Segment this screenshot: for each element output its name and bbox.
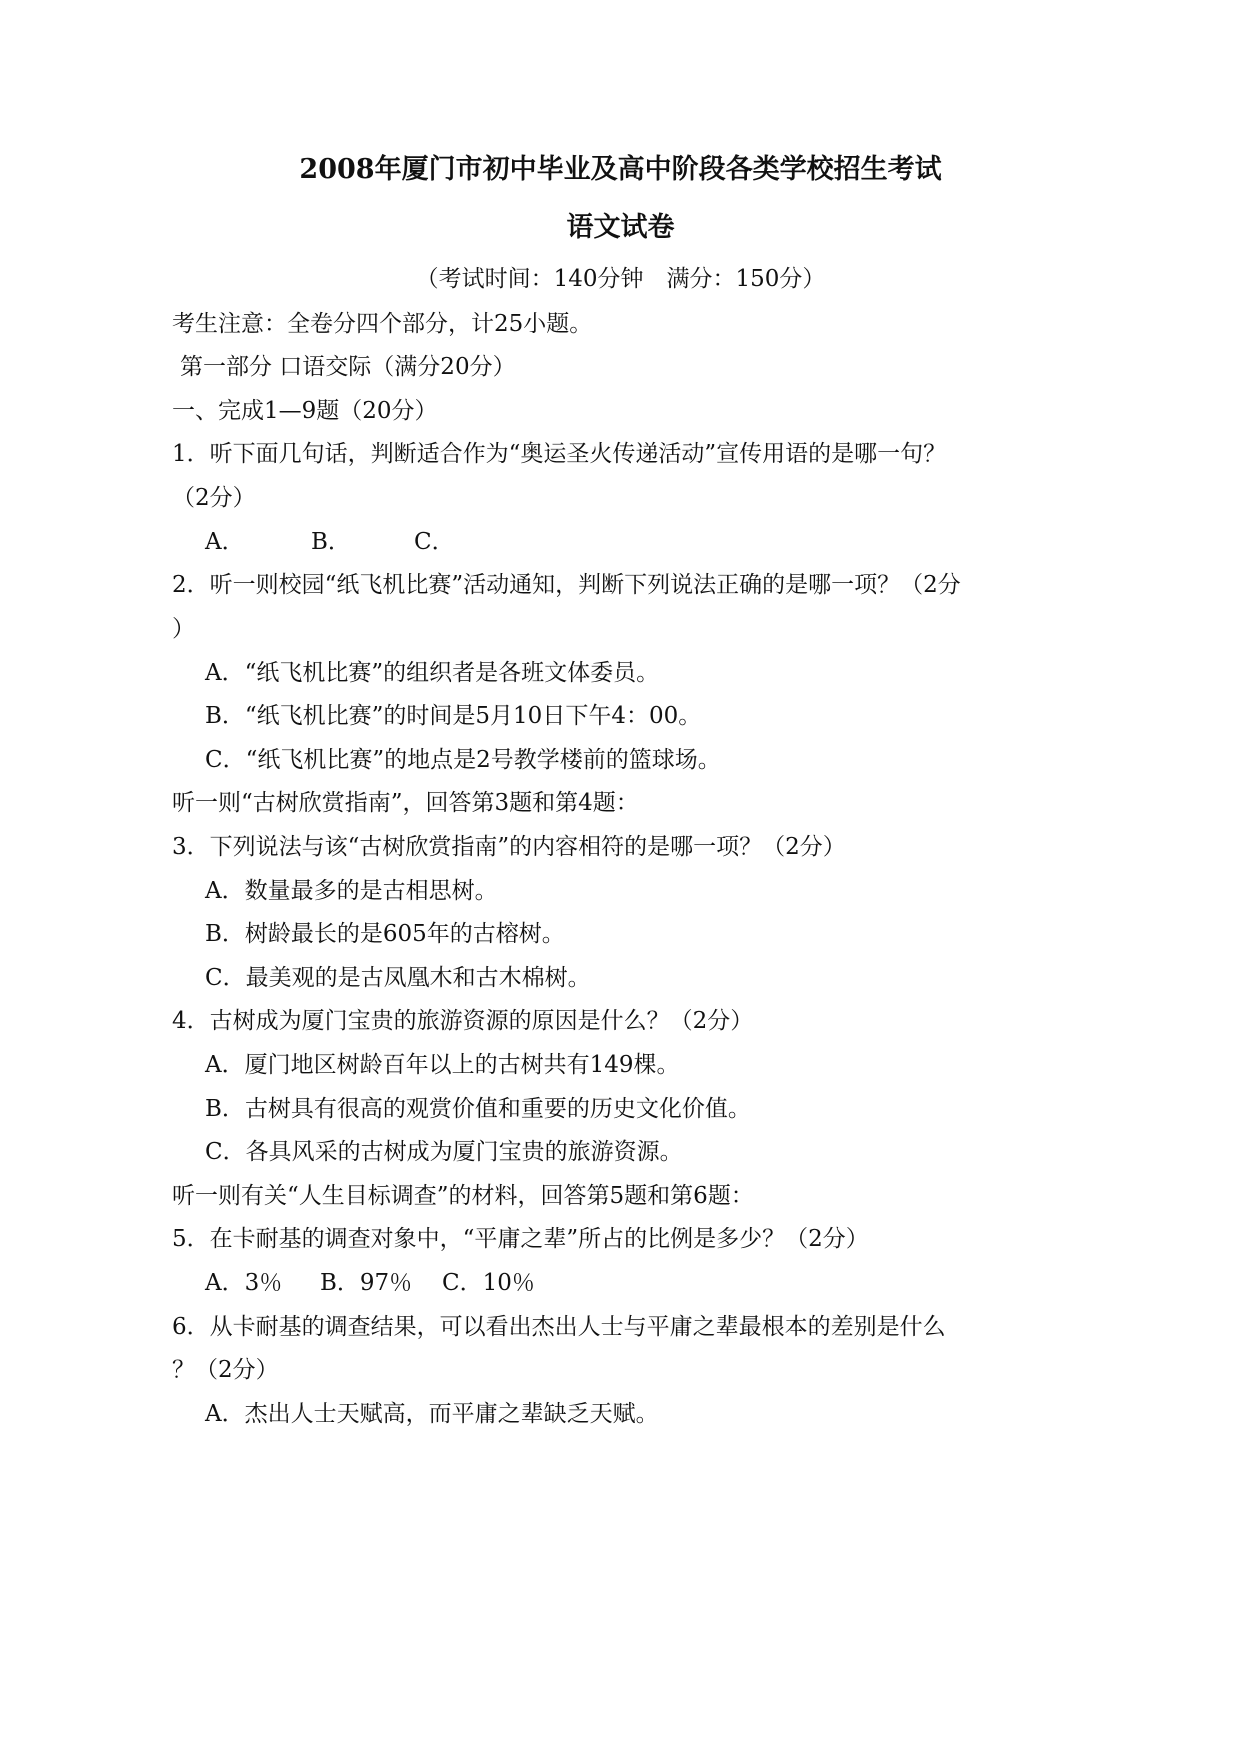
q2-option-c: C．“纸飞机比赛”的地点是2号教学楼前的篮球场。 [205,747,721,773]
q2-option-a: A．“纸飞机比赛”的组织者是各班文体委员。 [205,660,660,686]
exam-subtitle: 语文试卷 [566,212,675,243]
q6-option-a: A．杰出人士天赋高，而平庸之辈缺乏天赋。 [205,1401,659,1427]
q5-option-b: B．97％ [320,1270,413,1296]
q4-option-b: B．古树具有很高的观赏价值和重要的历史文化价值。 [205,1096,751,1122]
exam-title: 2008年厦门市初中毕业及高中阶段各类学校招生考试 [299,154,942,185]
intro-q3-q4: 听一则“古树欣赏指南”，回答第3题和第4题： [172,790,639,816]
q3-option-a: A．数量最多的是古相思树。 [205,878,498,904]
q1-option-a: A． [205,529,245,555]
q3-option-c: C．最美观的是古凤凰木和古木棉树。 [205,965,591,991]
q6-score: ？（2分） [172,1357,279,1383]
q1-option-b: B． [311,529,351,555]
q1-option-c: C． [414,529,455,555]
q2-text: 2．听一则校园“纸飞机比赛”活动通知，判断下列说法正确的是哪一项？（2分 [172,572,961,598]
q1-score: （2分） [172,485,256,511]
intro-q5-q6: 听一则有关“人生目标调查”的材料，回答第5题和第6题： [172,1183,754,1209]
q5-option-c: C．10％ [442,1270,535,1296]
q4-text: 4．古树成为厦门宝贵的旅游资源的原因是什么？（2分） [172,1008,754,1034]
q4-option-c: C．各具风采的古树成为厦门宝贵的旅游资源。 [205,1139,683,1165]
q4-option-a: A．厦门地区树龄百年以上的古树共有149棵。 [205,1052,680,1078]
q3-option-b: B．树龄最长的是605年的古榕树。 [205,921,565,947]
q2-score-tail: ） [172,616,195,642]
q3-text: 3．下列说法与该“古树欣赏指南”的内容相符的是哪一项？（2分） [172,834,846,860]
q6-text: 6．从卡耐基的调查结果，可以看出杰出人士与平庸之辈最根本的差别是什么 [172,1314,946,1340]
section-heading: 一、完成1—9题（20分） [172,398,438,424]
q5-option-a: A．3％ [205,1270,283,1296]
q5-text: 5．在卡耐基的调查对象中，“平庸之辈”所占的比例是多少？（2分） [172,1226,869,1252]
q2-option-b: B．“纸飞机比赛”的时间是5月10日下午4：00。 [205,703,702,729]
part1-heading: 第一部分 口语交际（满分20分） [180,354,516,380]
notice: 考生注意：全卷分四个部分，计25小题。 [172,311,593,337]
exam-info: （考试时间：140分钟 满分：150分） [415,266,826,292]
q1-text: 1．听下面几句话，判断适合作为“奥运圣火传递活动”宣传用语的是哪一句？ [172,441,947,467]
